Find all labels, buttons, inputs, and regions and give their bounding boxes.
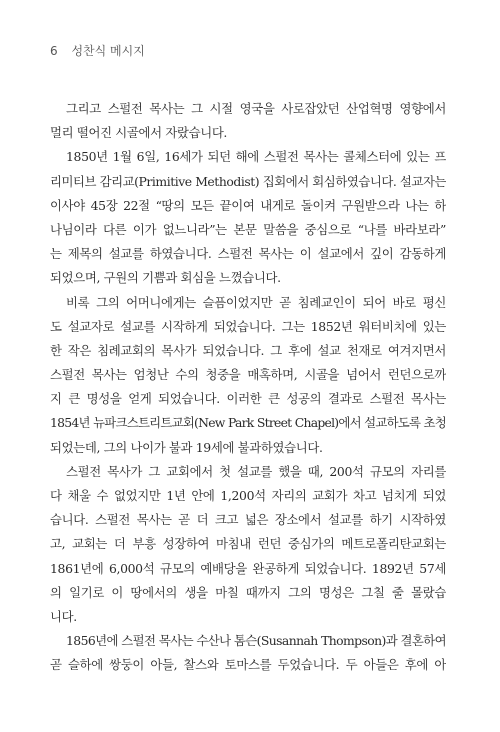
text-line: 이사야 45장 22절 “땅의 모든 끝이여 내게로 돌이켜 구원받으라 나는 하 bbox=[50, 197, 446, 213]
body-text bbox=[50, 97, 446, 678]
text-line: 1861년에 6,000석 규모의 예배당을 완공하게 되었습니다. 1892년 57세 bbox=[50, 560, 446, 576]
text-line: 니다. bbox=[50, 608, 77, 624]
running-title: 성찬식 메시지 bbox=[71, 44, 145, 58]
page-number: 6 bbox=[50, 44, 58, 58]
text-line: 1850년 1월 6일, 16세가 되던 해에 스펄전 목사는 콜체스터에 있는 프 bbox=[66, 149, 446, 165]
text-line: 고, 교회는 더 부흥 성장하여 마침내 런던 중심가의 메트로폴리탄교회는 bbox=[50, 536, 446, 552]
text-line: 비록 그의 어머니에게는 슬픔이었지만 곧 침례교인이 되어 바로 평신 bbox=[66, 294, 446, 310]
text-line: 다 채울 수 없었지만 1년 안에 1,200석 자리의 교회가 차고 넘치게 되었 bbox=[50, 488, 446, 503]
text-line: 곧 슬하에 쌍둥이 아들, 찰스와 토마스를 두었습니다. 두 아들은 후에 아 bbox=[50, 657, 446, 673]
text-line: 되었으며, 구원의 기쁨과 회심을 느꼈습니다. bbox=[50, 270, 281, 286]
text-line: 1856년에 스펄전 목사는 수산나 톰슨(Susannah Thompson)과 결혼하여 bbox=[66, 633, 446, 649]
text-line: 의 일기로 이 땅에서의 생을 마칠 때까지 그의 명성은 그칠 줄 몰랐습 bbox=[50, 584, 446, 600]
text-line: 한 작은 침례교회의 목사가 되었습니다. 그 후에 설교 천재로 여겨지면서 bbox=[50, 342, 446, 358]
text-line: 되었는데, 그의 나이가 불과 19세에 불과하였습니다. bbox=[50, 439, 323, 455]
text-line: 스펄전 목사가 그 교회에서 첫 설교를 했을 때, 200석 규모의 자리를 bbox=[66, 463, 446, 479]
text-line: 리미티브 감리교(Primitive Methodist) 집회에서 회심하였습니다. 설교자는 bbox=[50, 173, 446, 189]
text-line: 멀리 떨어진 시골에서 자랐습니다. bbox=[50, 125, 228, 141]
text-line: 나님이라 다른 이가 없느니라”는 본문 말씀을 중심으로 “나를 바라보라” bbox=[50, 221, 446, 237]
text-line: 는 제목의 설교를 하였습니다. 스펄전 목사는 이 설교에서 깊이 감동하게 bbox=[50, 246, 446, 262]
text-line: 도 설교자로 설교를 시작하게 되었습니다. 그는 1852년 워터비치에 있는 bbox=[50, 318, 446, 334]
running-head bbox=[50, 42, 145, 59]
text-line: 스펄전 목사는 엄청난 수의 청중을 매혹하며, 시골을 넘어서 런던으로까 bbox=[50, 367, 446, 383]
text-line: 그리고 스펄전 목사는 그 시절 영국을 사로잡았던 산업혁명 영향에서 bbox=[66, 101, 446, 116]
text-line: 지 큰 명성을 얻게 되었습니다. 이러한 큰 성공의 결과로 스펄전 목사는 bbox=[50, 391, 446, 407]
text-line: 1854년 뉴파크스트리트교회(New Park Street Chapel)에서 설교하도록 초청 bbox=[50, 415, 446, 431]
text-line: 습니다. 스펄전 목사는 곧 더 크고 넓은 장소에서 설교를 하기 시작하였 bbox=[50, 512, 446, 528]
